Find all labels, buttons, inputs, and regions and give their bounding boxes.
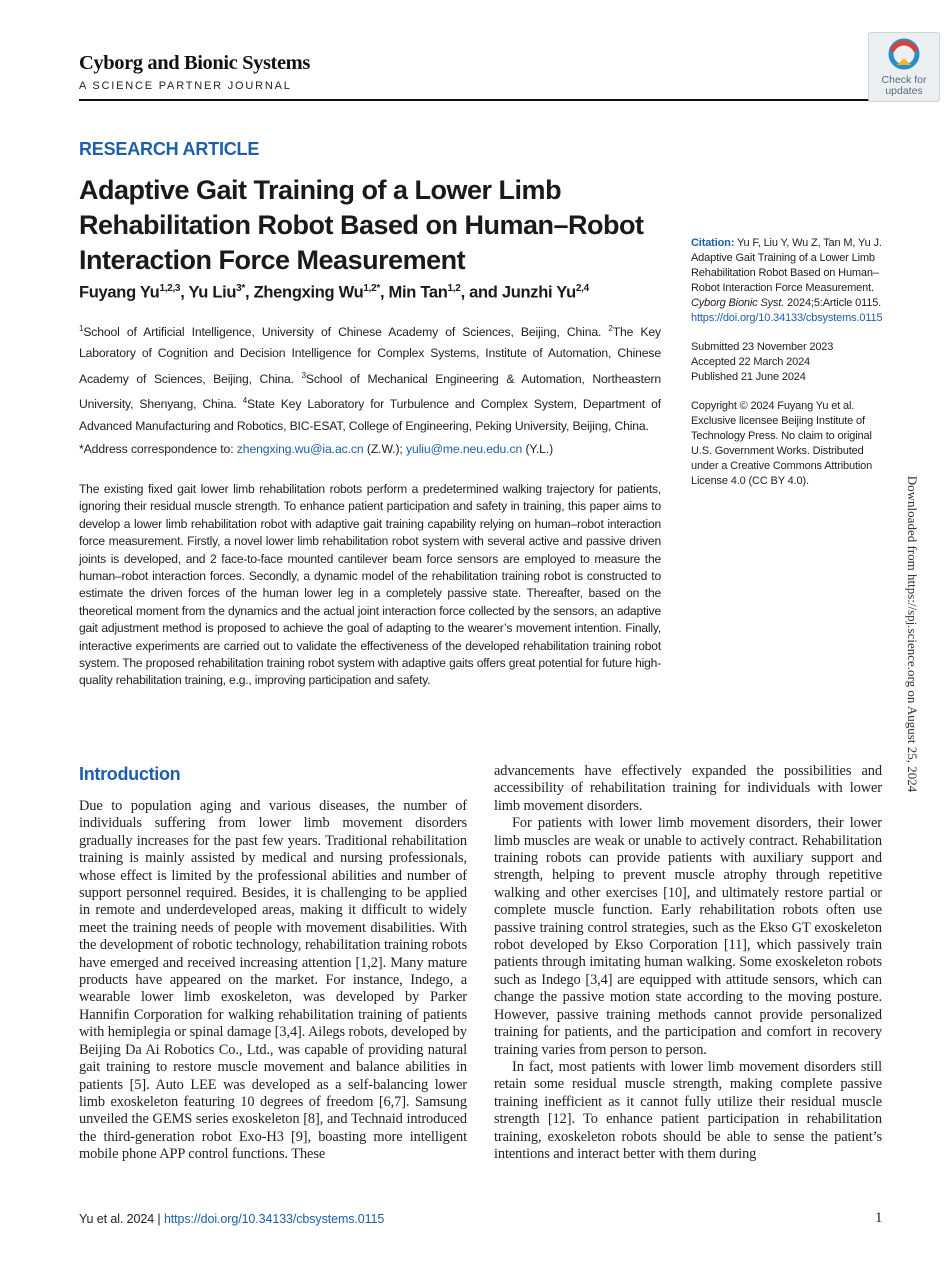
footer-citation — [79, 1212, 384, 1226]
author-list — [79, 283, 589, 303]
check-for-updates-label — [869, 75, 939, 97]
affiliation-text: State Key Laboratory for Turbulence and Complex System, Department of Advanced Manufacturing and Robotics, BIC-ESAT, College of Engineering, Peking University, Beijing, China. — [79, 397, 662, 433]
author-name: Fuyang Yu — [79, 283, 160, 302]
body-column-right — [494, 763, 882, 1163]
affiliation-text: School of Artificial Intelligence, University of Chinese Academy of Sciences, Beijing, China. — [83, 325, 609, 340]
correspondence-suffix: (Y.L.) — [522, 442, 554, 456]
author-name: Zhengxing Wu — [253, 283, 364, 302]
author-separator: , and — [460, 283, 502, 302]
accepted-date: Accepted 22 March 2024 — [691, 356, 810, 368]
published-date: Published 21 June 2024 — [691, 371, 806, 383]
body-paragraph: For patients with lower limb movement disorders, their lower limb muscles are weak or unable to actively contract. Rehabilitation training robots can provide patients with auxiliary support and strength, helping to prevent muscle atrophy through repetitive walking and other exercises [10], and ultimately restore partial or complete muscle function. Early rehabilitation robots often use passive training control strategies, such as the Ekso GT exoskeleton robot developed by Ekso Corporation [11], which passively train patients through imitating human walking. Some exoskeleton robots such as Indego [3,4] are equipped with attitude sensors, which can change the passive motion state according to the moving posture. However, passive training methods cannot provide personalized training for patients, and the participation and comfort in recovery training varies from person to person. — [494, 815, 882, 1058]
body-paragraph: In fact, most patients with lower limb movement disorders still retain some residual muscle strength, making complete passive training inefficient as it cannot fully utilize their residual muscle strength [12]. To enhance patient participation in rehabilitation training, exoskeleton robots should be able to sense the patient’s intentions and interact better with them during — [494, 1058, 882, 1162]
affiliation-marker: 1 — [79, 324, 84, 333]
journal-name: Cyborg and Bionic Systems — [79, 52, 310, 74]
footer-doi-link[interactable]: https://doi.org/10.34133/cbsystems.0115 — [163, 1212, 385, 1226]
author-affiliation-marker: 2,4 — [575, 283, 589, 294]
correspondence — [79, 442, 553, 456]
correspondence-prefix: *Address correspondence to: — [79, 442, 237, 456]
author-affiliation-marker: 3* — [236, 283, 246, 294]
author-separator: , — [180, 283, 189, 302]
submitted-date: Submitted 23 November 2023 — [691, 341, 834, 353]
crossmark-icon — [888, 38, 920, 70]
check-line-2: updates — [885, 85, 923, 97]
check-line-1: Check for — [881, 74, 927, 86]
header-divider — [79, 99, 869, 101]
email-link-wu[interactable]: zhengxing.wu@ia.ac.cn — [236, 442, 364, 456]
author-name: Yu Liu — [188, 283, 237, 302]
author-separator: , — [379, 283, 389, 302]
citation-block — [691, 236, 886, 326]
download-watermark — [902, 475, 922, 793]
affiliation-text: School of Mechanical Engineering & Automation, Northeastern University, Shenyang, China. — [79, 371, 662, 412]
citation-volume: 2024;5:Article 0115. — [784, 297, 882, 309]
citation-journal: Cyborg Bionic Syst. — [691, 297, 785, 309]
body-paragraph: Due to population aging and various diseases, the number of individuals suffering from lower limb movement disorders gradually increases for the past few years. Traditional rehabilitation training is mainly assisted by medical and nursing professionals, whose effect is limited by the professional abilities and number of support personnel required. Besides, it is challenging to be applied in remote and underdeveloped areas, making it difficult to widely meet the training needs of people with movement disabilities. With the development of robotic technology, rehabilitation training robots have emerged and received increasing attention [1,2]. Many mature products have appeared on the market. For instance, Indego, a wearable lower limb exoskeleton, was developed by Parker Hannifin Corporation for walking rehabilitation training of patients with hemiplegia or spinal damage [3,4]. Ailegs robots, developed by Beijing Da Ai Robotics Co., Ltd., was capable of providing natural gait training to restore muscle movement and balance abilities in patients [5]. Auto LEE was developed as a self-balancing lower limb exoskeleton featuring 10 degrees of freedom [6,7]. Samsung unveiled the GEMS series exoskeleton [8], and Technaid introduced the third-generation robot Exo-H3 [9], boasting more intelligent mobile phone APP control functions. These — [79, 798, 467, 1163]
affiliation-marker: 3 — [301, 370, 306, 380]
download-note-text: Downloaded from https://spj.science.org on August 25, 2024 — [905, 475, 920, 793]
footer-citation-text: Yu et al. 2024 | — [79, 1212, 164, 1226]
author-affiliation-marker: 1,2,3 — [159, 283, 181, 294]
citation-text: Yu F, Liu Y, Wu Z, Tan M, Yu J. Adaptive Gait Training of a Lower Limb Rehabilitation Robot Based on Human–Robot Interaction Force Measurement. — [691, 237, 882, 294]
author-name: Junzhi Yu — [501, 283, 576, 302]
author-affiliation-marker: 1,2 — [447, 283, 461, 294]
article-type: RESEARCH ARTICLE — [79, 139, 260, 159]
affiliation-text: The Key Laboratory of Cognition and Decision Intelligence for Complex Systems, Institute of Automation, Chinese Academy of Sciences, Beijing, China. — [79, 325, 661, 386]
check-for-updates-button[interactable] — [868, 32, 940, 102]
author-affiliation-marker: 1,2* — [363, 283, 380, 294]
journal-subtitle: A SCIENCE PARTNER JOURNAL — [79, 80, 292, 92]
body-paragraph: advancements have effectively expanded the possibilities and accessibility of rehabilitation training for individuals with lower limb movement disorders. — [494, 763, 882, 814]
body-column-left — [79, 798, 467, 1164]
affiliation-marker: 2 — [608, 324, 613, 333]
article-title: Adaptive Gait Training of a Lower Limb Rehabilitation Robot Based on Human–Robot Interaction Force Measurement — [79, 175, 644, 275]
email-link-liu[interactable]: yuliu@me.neu.edu.cn — [406, 442, 523, 456]
correspondence-mid: (Z.W.); — [363, 442, 407, 456]
abstract: The existing fixed gait lower limb rehabilitation robots perform a predetermined walking trajectory for patients, ignoring their residual muscle strength. To enhance patient participation and safety in training, this paper aims to develop a lower limb rehabilitation robot with adaptive gait training capability relying on human–robot interaction force measurement. Firstly, a novel lower limb rehabilitation robot system with several active and passive driven joints is developed, and 2 face-to-face mounted cantilever beam force sensors are employed to measure the human–robot interaction forces. Secondly, a dynamic model of the rehabilitation training robot is constructed to estimate the driven forces of the human lower leg in a completely passive state. Thereafter, based on the theoretical moment from the dynamics and the actual joint interaction force collected by the sensors, an adaptive gait adjustment method is proposed to achieve the goal of adapting to the wearer’s movement intention. Finally, interactive experiments are carried out to validate the effectiveness of the developed rehabilitation training robot system. The proposed rehabilitation training robot system with adaptive gaits offers great potential for future high-quality rehabilitation training, e.g., improving participation and safety. — [79, 482, 661, 688]
section-heading-introduction: Introduction — [79, 764, 181, 784]
affiliation-marker: 4 — [242, 396, 248, 406]
affiliations — [79, 318, 661, 437]
citation-label: Citation: — [691, 237, 735, 249]
article-info-sidebar — [691, 236, 886, 503]
dates-block — [691, 340, 886, 385]
author-separator: , — [245, 283, 254, 302]
author-name: Min Tan — [388, 283, 448, 302]
citation-doi-link[interactable]: https://doi.org/10.34133/cbsystems.0115 — [691, 312, 883, 324]
page-number: 1 — [875, 1210, 883, 1226]
copyright-notice: Copyright © 2024 Fuyang Yu et al. Exclusive licensee Beijing Institute of Technology Press. No claim to original U.S. Government Works. Distributed under a Creative Commons Attribution License 4.0 (CC BY 4.0). — [691, 400, 873, 487]
